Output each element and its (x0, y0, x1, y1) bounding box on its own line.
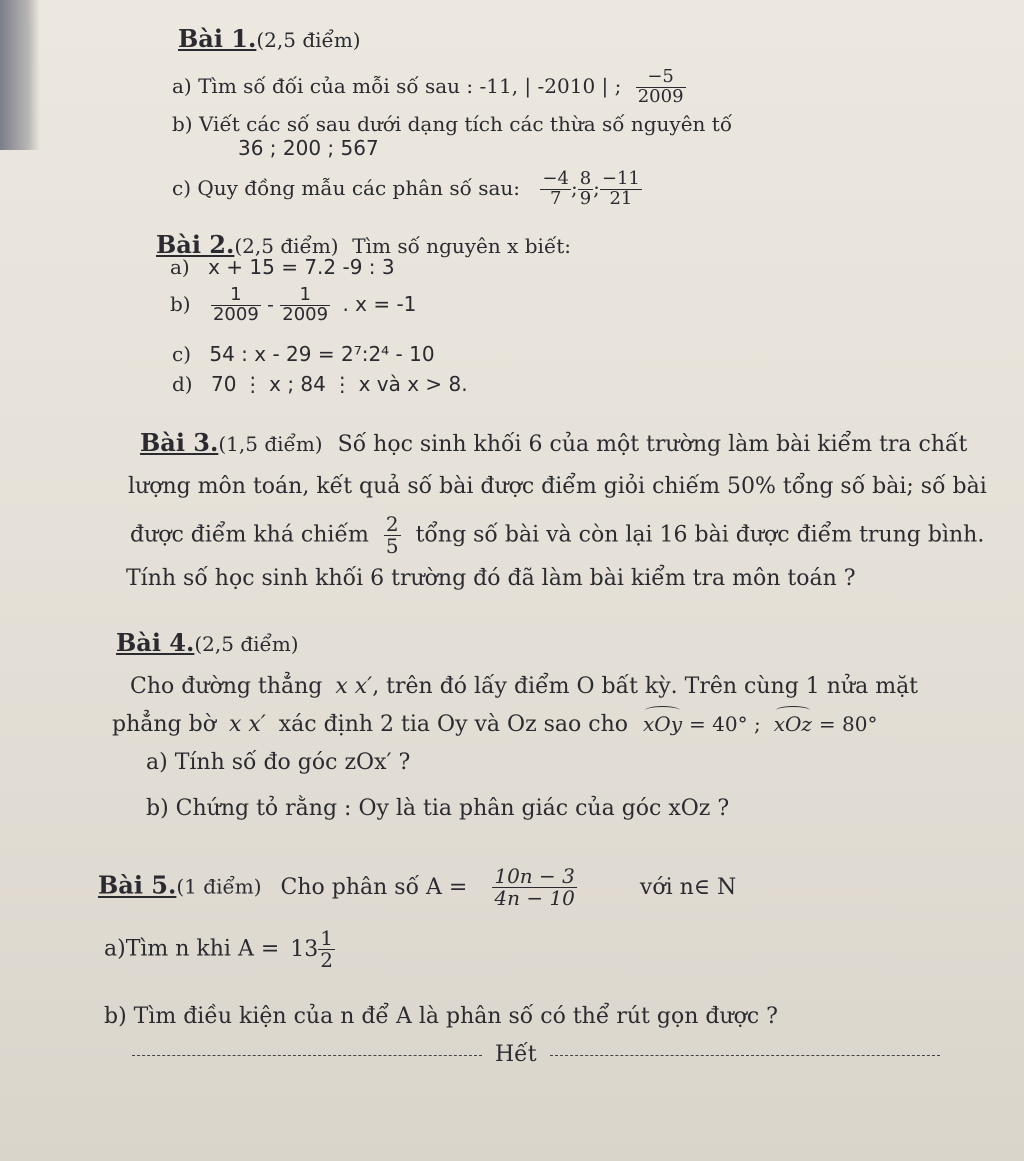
bai5-points: (1 điểm) (176, 874, 262, 899)
footer-dash-left (132, 1055, 482, 1056)
bai4-angle-xoy: xOy (643, 712, 683, 736)
fraction-numerator: −5 (636, 68, 686, 88)
bai4-a: a) Tính số đo góc zOx′ ? (146, 750, 411, 775)
bai4-line1-post: , trên đó lấy điểm O bất kỳ. Trên cùng 1 nửa mặt (372, 674, 919, 699)
bai2-c-expr: 54 : x - 29 = 2⁷:2⁴ - 10 (209, 342, 435, 366)
bai1-c: c) Quy đồng mẫu các phân số sau: $\frac{-4}{7}$ ; $\frac{8}{9}$ ; $\frac{-11}{21}$ (172, 168, 640, 209)
fraction-numerator: 1 (211, 286, 261, 306)
bai1-a-fraction (636, 68, 686, 107)
footer-end-text: Hết (495, 1042, 537, 1067)
footer-end (132, 1042, 940, 1067)
bai5-condition: với n∈ N (639, 874, 737, 900)
bai5-b: b) Tìm điều kiện của n để A là phân số có thể rút gọn được ? (104, 1004, 778, 1029)
fraction-numerator: 2 (385, 512, 399, 536)
bai4-line2-var: x x′ (228, 712, 266, 737)
bai2-a-expr: x + 15 = 7.2 -9 : 3 (208, 255, 395, 279)
bai5-a-fraction (318, 928, 335, 971)
fraction-denominator: 4n − 10 (494, 886, 575, 910)
bai4-line1-pre: Cho đường thẳng (130, 674, 323, 699)
bai2-a-label: a) (170, 255, 190, 279)
bai5-line1 (98, 866, 736, 909)
bai3-title: Bài 3. (140, 428, 219, 457)
bai3-points: (1,5 điểm) (218, 432, 323, 456)
bai4-angle-xoz: xOz (773, 712, 812, 736)
fraction-denominator: 21 (609, 187, 633, 209)
bai2-b-label: b) (170, 291, 191, 316)
bai3-line2: lượng môn toán, kết quả số bài được điểm giỏi chiếm 50% tổng số bài; số bài (128, 474, 987, 499)
bai2-b-fraction-2 (280, 286, 330, 325)
bai4-line2-post: xác định 2 tia Oy và Oz sao cho (278, 712, 629, 737)
bai2-points: (2,5 điểm) (234, 234, 339, 258)
bai4-heading (116, 628, 299, 657)
bai4-angle-xoy-value: = 40° ; (689, 712, 761, 736)
bai2-b: b) $\frac{1}{2009}$ - $\frac{1}{2009}$ . x = -1 (170, 284, 417, 325)
bai4-line2 (112, 712, 877, 737)
bai1-heading (178, 24, 361, 53)
bai5-title: Bài 5. (98, 870, 177, 900)
bai3-line1 (140, 428, 967, 457)
bai4-points: (2,5 điểm) (194, 632, 299, 656)
bai5-a-whole: 13 (290, 936, 319, 962)
bai1-c-text: c) Quy đồng mẫu các phân số sau: (172, 175, 521, 200)
page-shadow (0, 0, 40, 150)
bai2-a (170, 255, 395, 279)
bai4-line1 (130, 674, 918, 699)
bai2-d-expr: 70 ⋮ x ; 84 ⋮ x và x > 8. (210, 372, 468, 396)
bai4-b: b) Chứng tỏ rằng : Oy là tia phân giác của góc xOz ? (146, 796, 730, 821)
bai5-fraction (492, 866, 577, 909)
bai1-c-fraction-3 (600, 170, 642, 209)
footer-dash-right (550, 1055, 940, 1056)
fraction-numerator: 8 (579, 168, 592, 189)
fraction-denominator: 9 (579, 187, 592, 209)
bai2-d-label: d) (172, 372, 193, 396)
fraction-numerator: −4 (542, 168, 569, 189)
bai1-c-fraction-1 (540, 170, 571, 209)
bai5-intro: Cho phân số A = (280, 874, 468, 900)
bai1-b-numbers: 36 ; 200 ; 567 (238, 136, 379, 160)
fraction-denominator: 2009 (212, 303, 259, 325)
fraction-numerator: 10n − 3 (494, 864, 575, 888)
bai2-intro: Tìm số nguyên x biết: (352, 234, 572, 258)
bai3-line3-pre: được điểm khá chiếm (130, 522, 369, 548)
bai4-line1-var: x x′ (335, 674, 373, 699)
bai1-points: (2,5 điểm) (256, 28, 361, 52)
bai3-line1-text: Số học sinh khối 6 của một trường làm bài kiểm tra chất (337, 432, 968, 457)
fraction-denominator: 2009 (637, 85, 684, 107)
bai4-title: Bài 4. (116, 628, 195, 657)
bai2-b-fraction-1 (211, 286, 261, 325)
bai5-a (104, 928, 335, 971)
bai1-a-text: a) Tìm số đối của mỗi số sau : -11, | -2010 | ; (172, 73, 622, 98)
bai1-title: Bài 1. (178, 24, 257, 53)
bai1-c-fraction-2 (578, 170, 593, 209)
fraction-denominator: 2 (320, 948, 334, 972)
bai2-b-rest: . x = -1 (342, 291, 417, 316)
bai3-line3 (130, 514, 984, 557)
bai2-c (172, 342, 435, 366)
fraction-denominator: 5 (385, 534, 399, 558)
fraction-numerator: −11 (601, 168, 640, 189)
bai4-line2-pre: phẳng bờ (112, 712, 216, 737)
fraction-numerator: 1 (320, 926, 334, 950)
bai4-angle-xoz-value: = 80° (818, 712, 878, 736)
fraction-denominator: 2009 (282, 303, 329, 325)
bai2-title: Bài 2. (156, 230, 235, 259)
bai1-b-text: b) Viết các số sau dưới dạng tích các thừa số nguyên tố (172, 112, 733, 136)
bai2-c-label: c) (172, 342, 192, 366)
fraction-denominator: 7 (549, 187, 562, 209)
bai2-d (172, 372, 468, 396)
bai1-a (172, 68, 686, 107)
bai3-line4: Tính số học sinh khối 6 trường đó đã làm bài kiểm tra môn toán ? (126, 566, 856, 591)
bai5-a-pre: a)Tìm n khi A = (104, 936, 280, 962)
fraction-numerator: 1 (280, 286, 330, 306)
bai3-line3-post: tổng số bài và còn lại 16 bài được điểm trung bình. (415, 522, 985, 548)
bai3-fraction (384, 514, 401, 557)
